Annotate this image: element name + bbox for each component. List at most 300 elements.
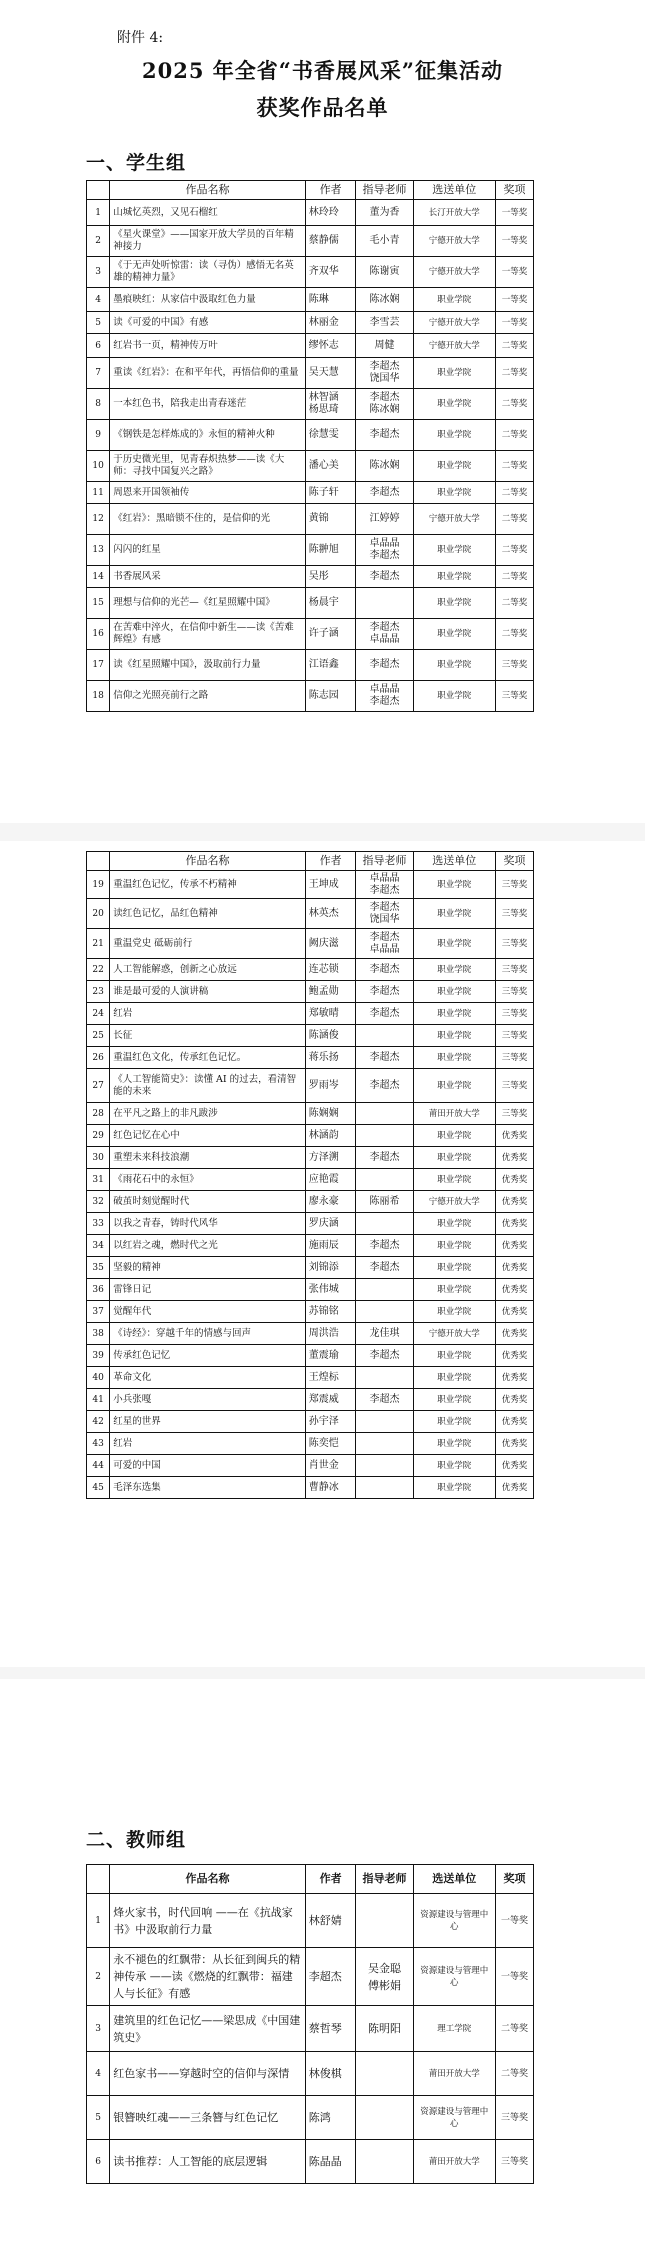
row-number: 6 [87,334,110,358]
row-number: 4 [87,2052,110,2096]
table-row [87,1191,534,1213]
row-number: 9 [87,420,110,451]
row-number: 2 [87,1948,110,2006]
advisor-name: 李超杰 [356,1069,413,1103]
submitting-unit: 资源建设与管理中心 [413,1894,495,1948]
student-awards-table-part2 [86,851,534,1499]
prize-level: 优秀奖 [495,1235,533,1257]
table-row [87,981,534,1003]
submitting-unit: 职业学院 [413,619,495,650]
prize-level: 二等奖 [495,504,533,535]
prize-level: 二等奖 [495,2052,533,2096]
work-title: 《钢铁是怎样炼成的》永恒的精神火种 [110,420,305,451]
advisor-name: 董为香 [356,200,413,226]
advisor-name: 吴金聪 傅彬娟 [356,1948,413,2006]
prize-level: 三等奖 [495,1025,533,1047]
work-title: 以红岩之魂，燃时代之光 [110,1235,305,1257]
work-title: 《星火课堂》——国家开放大学员的百年精神接力 [110,226,305,257]
submitting-unit: 莆田开放大学 [413,1103,495,1125]
prize-level: 三等奖 [495,899,533,929]
row-number: 11 [87,482,110,504]
column-header-author: 作者 [305,852,356,871]
author-name: 郑敏晴 [305,1003,356,1025]
prize-level: 二等奖 [495,389,533,420]
prize-level: 二等奖 [495,535,533,566]
author-name: 陈鸿 [305,2096,356,2140]
work-title: 建筑里的红色记忆——梁思成《中国建筑史》 [110,2006,305,2052]
author-name: 施雨辰 [305,1235,356,1257]
author-name: 林涵韵 [305,1125,356,1147]
advisor-name: 卓晶晶 李超杰 [356,681,413,712]
submitting-unit: 职业学院 [413,650,495,681]
table-header-row [87,181,534,200]
row-number: 5 [87,2096,110,2140]
prize-level: 一等奖 [495,257,533,288]
advisor-name: 毛小青 [356,226,413,257]
table-row [87,619,534,650]
submitting-unit: 职业学院 [413,981,495,1003]
row-number: 34 [87,1235,110,1257]
work-title: 重读《红岩》：在和平年代，再悟信仰的重量 [110,358,305,389]
author-name: 应艳霞 [305,1169,356,1191]
author-name: 缪怀志 [305,334,356,358]
work-title: 重温红色记忆，传承不朽精神 [110,871,305,899]
column-header-work: 作品名称 [110,852,305,871]
page-2 [0,841,645,1667]
author-name: 杨晨宇 [305,588,356,619]
submitting-unit: 职业学院 [413,959,495,981]
table-row [87,226,534,257]
work-title: 革命文化 [110,1367,305,1389]
advisor-name: 李超杰 饶国华 [356,358,413,389]
prize-level: 二等奖 [495,334,533,358]
column-header-advisor: 指导老师 [356,1865,413,1894]
row-number: 40 [87,1367,110,1389]
author-name: 林俊棋 [305,2052,356,2096]
advisor-name: 李超杰 [356,1257,413,1279]
section-heading-teacher: 二、教师组 [86,1829,187,1851]
author-name: 周洪浩 [305,1323,356,1345]
advisor-name: 卓晶晶 李超杰 [356,871,413,899]
submitting-unit: 职业学院 [413,1345,495,1367]
submitting-unit: 职业学院 [413,1169,495,1191]
work-title: 《人工智能简史》：读懂 AI 的过去，看清智能的未来 [110,1069,305,1103]
prize-level: 三等奖 [495,929,533,959]
submitting-unit: 职业学院 [413,1301,495,1323]
advisor-name [356,1894,413,1948]
submitting-unit: 职业学院 [413,358,495,389]
column-header-no [87,1865,110,1894]
submitting-unit: 宁德开放大学 [413,504,495,535]
work-title: 读红色记忆，品红色精神 [110,899,305,929]
author-name: 许子涵 [305,619,356,650]
submitting-unit: 职业学院 [413,1389,495,1411]
attachment-label: 附件 4: [117,30,164,46]
table-row [87,588,534,619]
work-title: 周恩来开国领袖传 [110,482,305,504]
work-title: 《雨花石中的永恒》 [110,1169,305,1191]
table-row [87,420,534,451]
table-header-row [87,1865,534,1894]
work-title: 红岩 [110,1003,305,1025]
row-number: 17 [87,650,110,681]
advisor-name: 李超杰 饶国华 [356,899,413,929]
prize-level: 优秀奖 [495,1279,533,1301]
table-row [87,1367,534,1389]
prize-level: 优秀奖 [495,1191,533,1213]
row-number: 24 [87,1003,110,1025]
advisor-name: 李超杰 [356,1345,413,1367]
column-header-prize: 奖项 [495,852,533,871]
work-title: 闪闪的红星 [110,535,305,566]
author-name: 蒋乐扬 [305,1047,356,1069]
submitting-unit: 职业学院 [413,871,495,899]
table-row [87,358,534,389]
work-title: 《诗经》：穿越千年的情感与回声 [110,1323,305,1345]
submitting-unit: 莆田开放大学 [413,2052,495,2096]
document-title: 2025 年全省“书香展风采”征集活动 [142,58,503,83]
row-number: 41 [87,1389,110,1411]
column-header-work: 作品名称 [110,1865,305,1894]
submitting-unit: 宁德开放大学 [413,257,495,288]
advisor-name: 李超杰 卓晶晶 [356,929,413,959]
column-header-author: 作者 [305,181,356,200]
work-title: 红色记忆在心中 [110,1125,305,1147]
table-row [87,1389,534,1411]
table-row [87,1235,534,1257]
work-title: 理想与信仰的光芒—《红星照耀中国》 [110,588,305,619]
author-name: 阙庆滋 [305,929,356,959]
table-row [87,2052,534,2096]
table-row [87,929,534,959]
row-number: 28 [87,1103,110,1125]
advisor-name: 龙佳琪 [356,1323,413,1345]
submitting-unit: 莆田开放大学 [413,2140,495,2184]
advisor-name: 李超杰 陈冰娴 [356,389,413,420]
table-row [87,482,534,504]
work-title: 觉醒年代 [110,1301,305,1323]
table-row [87,1213,534,1235]
work-title: 《于无声处听惊雷：读（寻伪）感悟无名英雄的精神力量》 [110,257,305,288]
submitting-unit: 职业学院 [413,681,495,712]
row-number: 3 [87,2006,110,2052]
submitting-unit: 宁德开放大学 [413,334,495,358]
prize-level: 三等奖 [495,2096,533,2140]
table-row [87,504,534,535]
work-title: 坚毅的精神 [110,1257,305,1279]
table-row [87,2006,534,2052]
table-row [87,1301,534,1323]
page-3 [0,1679,645,2243]
prize-level: 三等奖 [495,959,533,981]
author-name: 黄锦 [305,504,356,535]
work-title: 红星的世界 [110,1411,305,1433]
row-number: 10 [87,451,110,482]
table-row [87,1147,534,1169]
row-number: 22 [87,959,110,981]
work-title: 银簪映红魂——三条簪与红色记忆 [110,2096,305,2140]
prize-level: 三等奖 [495,1069,533,1103]
row-number: 16 [87,619,110,650]
submitting-unit: 理工学院 [413,2006,495,2052]
author-name: 郑震威 [305,1389,356,1411]
prize-level: 三等奖 [495,1003,533,1025]
row-number: 37 [87,1301,110,1323]
row-number: 15 [87,588,110,619]
row-number: 8 [87,389,110,420]
row-number: 3 [87,257,110,288]
student-awards-table-part1 [86,180,534,712]
work-title: 书香展风采 [110,566,305,588]
prize-level: 三等奖 [495,871,533,899]
row-number: 5 [87,312,110,334]
advisor-name: 李超杰 [356,482,413,504]
prize-level: 优秀奖 [495,1389,533,1411]
table-row [87,650,534,681]
submitting-unit: 职业学院 [413,1125,495,1147]
row-number: 32 [87,1191,110,1213]
table-row [87,451,534,482]
prize-level: 优秀奖 [495,1367,533,1389]
advisor-name [356,1367,413,1389]
table-row [87,312,534,334]
advisor-name [356,1433,413,1455]
teacher-awards-table [86,1864,534,2184]
column-header-no [87,181,110,200]
submitting-unit: 职业学院 [413,1235,495,1257]
table-row [87,1047,534,1069]
table-row [87,1069,534,1103]
prize-level: 优秀奖 [495,1411,533,1433]
prize-level: 二等奖 [495,420,533,451]
advisor-name [356,1125,413,1147]
submitting-unit: 职业学院 [413,1003,495,1025]
prize-level: 优秀奖 [495,1125,533,1147]
table-row [87,1003,534,1025]
prize-level: 优秀奖 [495,1345,533,1367]
author-name: 刘锦添 [305,1257,356,1279]
author-name: 方泽溯 [305,1147,356,1169]
work-title: 小兵张嘎 [110,1389,305,1411]
work-title: 传承红色记忆 [110,1345,305,1367]
work-title: 重温红色文化，传承红色记忆。 [110,1047,305,1069]
submitting-unit: 职业学院 [413,1257,495,1279]
table-row [87,1948,534,2006]
prize-level: 二等奖 [495,2006,533,2052]
column-header-prize: 奖项 [495,181,533,200]
row-number: 33 [87,1213,110,1235]
work-title: 以我之青春，铸时代风华 [110,1213,305,1235]
table-row [87,1894,534,1948]
work-title: 读《可爱的中国》有感 [110,312,305,334]
advisor-name [356,2096,413,2140]
table-row [87,1103,534,1125]
author-name: 连芯锁 [305,959,356,981]
advisor-name [356,588,413,619]
advisor-name [356,1279,413,1301]
row-number: 29 [87,1125,110,1147]
column-header-no [87,852,110,871]
author-name: 鲍孟勋 [305,981,356,1003]
submitting-unit: 职业学院 [413,588,495,619]
author-name: 陈奕恺 [305,1433,356,1455]
author-name: 王煌标 [305,1367,356,1389]
column-header-prize: 奖项 [495,1865,533,1894]
author-name: 曹静冰 [305,1477,356,1499]
table-row [87,2096,534,2140]
author-name: 陈娴娴 [305,1103,356,1125]
work-title: 红岩 [110,1433,305,1455]
work-title: 读书推荐：人工智能的底层逻辑 [110,2140,305,2184]
table-row [87,2140,534,2184]
prize-level: 一等奖 [495,226,533,257]
work-title: 毛泽东选集 [110,1477,305,1499]
prize-level: 三等奖 [495,2140,533,2184]
work-title: 谁是最可爱的人演讲稿 [110,981,305,1003]
row-number: 44 [87,1455,110,1477]
work-title: 烽火家书，时代回响 ——在《抗战家书》中汲取前行力量 [110,1894,305,1948]
prize-level: 优秀奖 [495,1455,533,1477]
prize-level: 优秀奖 [495,1477,533,1499]
work-title: 在平凡之路上的非凡跋涉 [110,1103,305,1125]
advisor-name [356,1025,413,1047]
table-row [87,535,534,566]
submitting-unit: 宁德开放大学 [413,226,495,257]
submitting-unit: 职业学院 [413,1411,495,1433]
table-row [87,1345,534,1367]
row-number: 1 [87,1894,110,1948]
table-row [87,389,534,420]
author-name: 董震瑜 [305,1345,356,1367]
advisor-name [356,2140,413,2184]
row-number: 35 [87,1257,110,1279]
advisor-name [356,1411,413,1433]
advisor-name: 李超杰 [356,420,413,451]
work-title: 可爱的中国 [110,1455,305,1477]
submitting-unit: 职业学院 [413,288,495,312]
row-number: 6 [87,2140,110,2184]
author-name: 陈子轩 [305,482,356,504]
author-name: 陈志园 [305,681,356,712]
work-title: 山城忆英烈，又见石榴红 [110,200,305,226]
table-row [87,1411,534,1433]
row-number: 25 [87,1025,110,1047]
prize-level: 二等奖 [495,358,533,389]
submitting-unit: 职业学院 [413,1047,495,1069]
work-title: 墨痕映红：从家信中汲取红色力量 [110,288,305,312]
submitting-unit: 职业学院 [413,1069,495,1103]
row-number: 26 [87,1047,110,1069]
work-title: 《红岩》：黑暗锁不住的，是信仰的光 [110,504,305,535]
author-name: 林舒婧 [305,1894,356,1948]
author-name: 蔡静儒 [305,226,356,257]
author-name: 江语鑫 [305,650,356,681]
advisor-name: 李雪芸 [356,312,413,334]
advisor-name: 周健 [356,334,413,358]
table-header-row [87,852,534,871]
prize-level: 二等奖 [495,619,533,650]
submitting-unit: 职业学院 [413,1455,495,1477]
work-title: 红色家书——穿越时空的信仰与深情 [110,2052,305,2096]
submitting-unit: 职业学院 [413,899,495,929]
prize-level: 一等奖 [495,312,533,334]
row-number: 38 [87,1323,110,1345]
work-title: 在苦难中淬火，在信仰中新生——读《苦难辉煌》有感 [110,619,305,650]
author-name: 罗庆涵 [305,1213,356,1235]
table-row [87,1169,534,1191]
prize-level: 二等奖 [495,482,533,504]
row-number: 45 [87,1477,110,1499]
submitting-unit: 职业学院 [413,420,495,451]
page-1 [0,0,645,823]
section-heading-student: 一、学生组 [86,152,187,174]
prize-level: 二等奖 [495,588,533,619]
submitting-unit: 职业学院 [413,1433,495,1455]
advisor-name: 江婷婷 [356,504,413,535]
table-row [87,1257,534,1279]
column-header-unit: 选送单位 [413,181,495,200]
prize-level: 三等奖 [495,1047,533,1069]
row-number: 4 [87,288,110,312]
author-name: 林英杰 [305,899,356,929]
advisor-name [356,1477,413,1499]
advisor-name: 李超杰 [356,981,413,1003]
prize-level: 优秀奖 [495,1169,533,1191]
prize-level: 优秀奖 [495,1301,533,1323]
prize-level: 三等奖 [495,681,533,712]
prize-level: 优秀奖 [495,1323,533,1345]
author-name: 齐双华 [305,257,356,288]
table-row [87,1455,534,1477]
table-row [87,1025,534,1047]
row-number: 18 [87,681,110,712]
submitting-unit: 宁德开放大学 [413,312,495,334]
author-name: 林玲玲 [305,200,356,226]
submitting-unit: 职业学院 [413,1213,495,1235]
row-number: 23 [87,981,110,1003]
table-row [87,959,534,981]
author-name: 陈晶晶 [305,2140,356,2184]
advisor-name [356,1169,413,1191]
submitting-unit: 职业学院 [413,451,495,482]
submitting-unit: 职业学院 [413,929,495,959]
table-row [87,200,534,226]
advisor-name: 陈冰娴 [356,451,413,482]
table-row [87,566,534,588]
column-header-unit: 选送单位 [413,1865,495,1894]
row-number: 42 [87,1411,110,1433]
submitting-unit: 职业学院 [413,1367,495,1389]
submitting-unit: 职业学院 [413,1279,495,1301]
row-number: 36 [87,1279,110,1301]
row-number: 7 [87,358,110,389]
submitting-unit: 职业学院 [413,389,495,420]
author-name: 林智涵 杨思琦 [305,389,356,420]
table-row [87,1433,534,1455]
prize-level: 三等奖 [495,981,533,1003]
work-title: 永不褪色的红飘带：从长征到闽兵的精神传承 ——读《燃烧的红飘带：福建人与长征》有感 [110,1948,305,2006]
prize-level: 优秀奖 [495,1147,533,1169]
prize-level: 优秀奖 [495,1257,533,1279]
column-header-work: 作品名称 [110,181,305,200]
author-name: 吴彤 [305,566,356,588]
prize-level: 优秀奖 [495,1433,533,1455]
row-number: 21 [87,929,110,959]
row-number: 19 [87,871,110,899]
advisor-name: 李超杰 [356,1389,413,1411]
advisor-name: 陈冰娴 [356,288,413,312]
submitting-unit: 职业学院 [413,535,495,566]
